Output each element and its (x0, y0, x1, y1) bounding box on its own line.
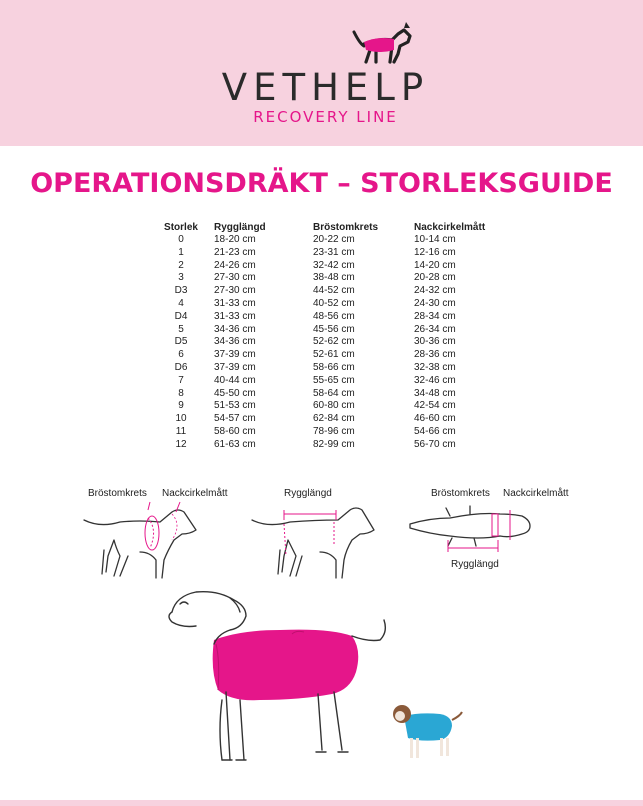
chest-cell: 78-96 cm (313, 425, 355, 437)
chest-cell: 32-42 cm (313, 259, 355, 271)
neck-cell: 20-28 cm (414, 272, 456, 284)
chest-cell: 82-99 cm (313, 438, 355, 450)
left-chest-extension-lines (172, 514, 177, 540)
chest-cell: 58-64 cm (313, 387, 355, 399)
neck-cell: 46-60 cm (414, 413, 456, 425)
footer-band (0, 800, 643, 806)
dog-top-view-icon (410, 506, 530, 546)
size-cell: 5 (178, 323, 184, 335)
neck-cell: 30-36 cm (414, 336, 456, 348)
chest-cell: 20-22 cm (313, 234, 355, 245)
size-cell: 10 (175, 413, 187, 425)
left-chest-marker (145, 502, 180, 550)
size-cell: D4 (174, 310, 188, 322)
back-length-cell: 61-63 cm (214, 438, 256, 450)
chest-cell: 52-62 cm (313, 336, 355, 348)
neck-cell: 32-38 cm (414, 361, 456, 373)
size-cell: 1 (178, 246, 184, 258)
neck-cell: 12-16 cm (414, 246, 456, 258)
chest-cell: 44-52 cm (313, 285, 355, 297)
size-cell: D3 (174, 285, 188, 297)
neck-cell: 14-20 cm (414, 259, 456, 271)
back-length-cell: 34-36 cm (214, 336, 256, 348)
dog-in-suit-illustration (169, 592, 385, 760)
neck-cell: 56-70 cm (414, 438, 456, 450)
column-header-back-length: Rygglängd (214, 221, 266, 233)
size-cell: 2 (178, 259, 184, 271)
size-cell: 6 (178, 349, 184, 361)
page-title: OPERATIONSDRÄKT – STORLEKSGUIDE (30, 168, 613, 199)
chest-cell: 62-84 cm (313, 413, 355, 425)
brand-name: VETHELP (221, 66, 430, 109)
neck-cell: 26-34 cm (414, 323, 456, 335)
column-header-neck: Nackcirkelmått (414, 221, 486, 233)
brand-subtitle: RECOVERY LINE (253, 108, 398, 126)
chest-cell: 60-80 cm (313, 400, 355, 412)
chest-cell: 40-52 cm (313, 297, 355, 309)
back-length-cell: 31-33 cm (214, 297, 256, 309)
back-length-cell: 45-50 cm (214, 387, 256, 399)
chest-cell: 52-61 cm (313, 349, 355, 361)
dog-photo (393, 705, 462, 758)
neck-cell: 34-48 cm (414, 387, 456, 399)
dog-side-back-icon (252, 508, 374, 578)
column-header-chest: Bröstomkrets (313, 221, 379, 233)
chest-cell: 58-66 cm (313, 361, 355, 373)
size-cell: 0 (178, 234, 184, 245)
back-length-cell: 54-57 cm (214, 413, 256, 425)
chest-cell: 55-65 cm (313, 374, 355, 386)
size-cell: D6 (174, 361, 188, 373)
back-length-cell: 21-23 cm (214, 246, 256, 258)
dog-side-chest-icon (84, 510, 196, 578)
size-cell: 11 (175, 425, 187, 437)
back-length-cell: 27-30 cm (214, 285, 256, 297)
right-back-label: Rygglängd (451, 559, 499, 570)
left-neck-label: Nackcirkelmått (162, 488, 228, 499)
chest-cell: 48-56 cm (313, 310, 355, 322)
neck-cell: 24-32 cm (414, 285, 456, 297)
size-cell: 7 (178, 374, 184, 386)
right-chest-label: Bröstomkrets (431, 488, 490, 499)
size-cell: 3 (178, 272, 184, 284)
back-length-cell: 34-36 cm (214, 323, 256, 335)
neck-cell: 54-66 cm (414, 425, 456, 437)
neck-cell: 28-34 cm (414, 310, 456, 322)
neck-cell: 42-54 cm (414, 400, 456, 412)
neck-cell: 32-46 cm (414, 374, 456, 386)
back-length-cell: 37-39 cm (214, 361, 256, 373)
back-length-cell: 18-20 cm (214, 234, 256, 245)
middle-back-label: Rygglängd (284, 488, 332, 499)
back-length-cell: 27-30 cm (214, 272, 256, 284)
middle-back-marker (284, 510, 336, 556)
back-length-cell: 24-26 cm (214, 259, 256, 271)
back-length-cell: 31-33 cm (214, 310, 256, 322)
right-neck-label: Nackcirkelmått (503, 488, 569, 499)
back-length-cell: 58-60 cm (214, 425, 256, 437)
chest-cell: 23-31 cm (313, 246, 355, 258)
neck-cell: 28-36 cm (414, 349, 456, 361)
size-cell: 12 (175, 438, 187, 450)
size-cell: 8 (178, 387, 184, 399)
neck-cell: 10-14 cm (414, 234, 456, 245)
chest-cell: 38-48 cm (313, 272, 355, 284)
size-cell: D5 (174, 336, 188, 348)
chest-cell: 45-56 cm (313, 323, 355, 335)
neck-cell: 24-30 cm (414, 297, 456, 309)
back-length-cell: 51-53 cm (214, 400, 256, 412)
left-chest-label: Bröstomkrets (88, 488, 147, 499)
column-header-size: Storlek (164, 221, 198, 233)
back-length-cell: 37-39 cm (214, 349, 256, 361)
size-cell: 4 (178, 297, 184, 309)
size-cell: 9 (178, 400, 184, 412)
back-length-cell: 40-44 cm (214, 374, 256, 386)
